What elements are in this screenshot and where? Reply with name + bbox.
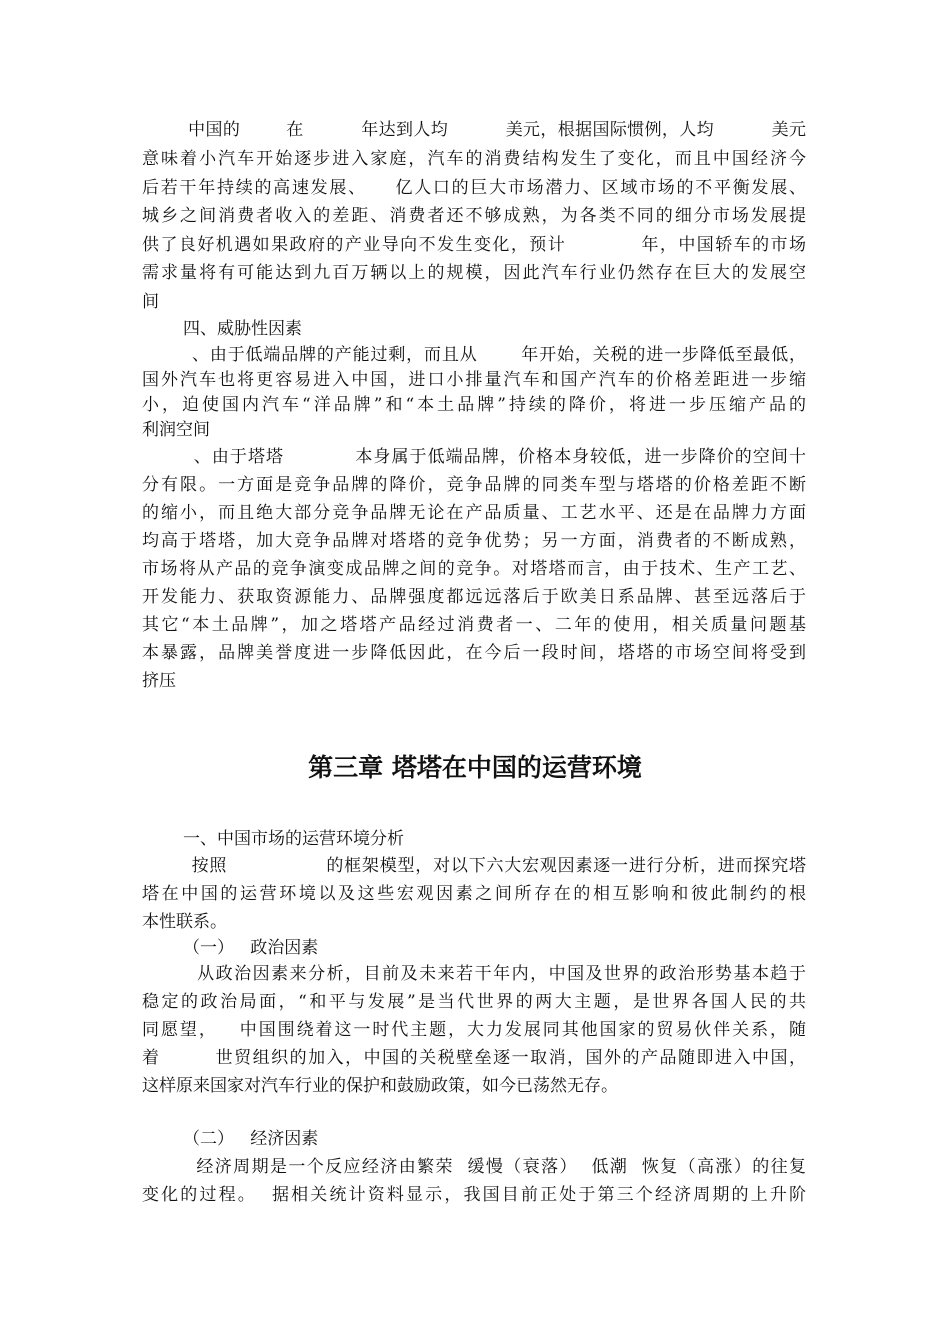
paragraph-1-line-1: 中国的 在 年达到人均 美元，根据国际惯例，人均 美元 xyxy=(142,120,806,140)
paragraph-2-line-3: 小，迫使国内汽车“洋品牌”和“本土品牌”持续的降价，将进一步压缩产品的 xyxy=(142,395,806,415)
paragraph-1-line-5: 供了良好机遇如果政府的产业导向不发生变化，预计 年，中国轿车的市场 xyxy=(142,235,806,255)
heading-political-factors: （一） 政治因素 xyxy=(183,938,319,958)
paragraph-1-line-3: 后若干年持续的高速发展、 亿人口的巨大市场潜力、区域市场的不平衡发展、 xyxy=(142,178,806,198)
paragraph-2-line-2: 国外汽车也将更容易进入中国，进口小排量汽车和国产汽车的价格差距进一步缩 xyxy=(142,370,806,390)
paragraph-3-line-5: 市场将从产品的竞争演变成品牌之间的竞争。对塔塔而言，由于技术、生产工艺、 xyxy=(142,559,806,579)
paragraph-4-line-3: 本性联系。 xyxy=(142,912,227,932)
paragraph-3-line-4: 均高于塔塔，加大竞争品牌对塔塔的竞争优势；另一方面，消费者的不断成熟， xyxy=(142,531,806,551)
paragraph-1-line-7: 间 xyxy=(142,292,159,312)
paragraph-5-line-1: 从政治因素来分析，目前及未来若干年内，中国及世界的政治形势基本趋于 xyxy=(142,964,806,984)
paragraph-5-line-2: 稳定的政治局面，“和平与发展”是当代世界的两大主题，是世界各国人民的共 xyxy=(142,992,806,1012)
paragraph-4-line-2: 塔在中国的运营环境以及这些宏观因素之间所存在的相互影响和彼此制约的根 xyxy=(142,884,806,904)
heading-section-1: 一、中国市场的运营环境分析 xyxy=(183,829,404,849)
paragraph-3-line-1: 、由于塔塔 本身属于低端品牌，价格本身较低，进一步降价的空间十 xyxy=(142,447,806,467)
paragraph-3-line-7: 其它“本土品牌”，加之塔塔产品经过消费者一、二年的使用，相关质量问题基 xyxy=(142,615,806,635)
paragraph-5-line-5: 这样原来国家对汽车行业的保护和鼓励政策，如今已荡然无存。 xyxy=(142,1076,618,1096)
paragraph-5-line-4: 着 世贸组织的加入，中国的关税壁垒逐一取消，国外的产品随即进入中国， xyxy=(142,1048,806,1068)
paragraph-3-line-3: 的缩小，而且绝大部分竞争品牌无论在产品质量、工艺水平、还是在品牌力方面 xyxy=(142,503,806,523)
paragraph-2-line-1: 、由于低端品牌的产能过剩，而且从 年开始，关税的进一步降低至最低， xyxy=(142,345,806,365)
paragraph-1-line-4: 城乡之间消费者收入的差距、消费者还不够成熟，为各类不同的细分市场发展提 xyxy=(142,206,806,226)
paragraph-3-line-8: 本暴露，品牌美誉度进一步降低因此，在今后一段时间，塔塔的市场空间将受到 xyxy=(142,643,806,663)
chapter-title: 第三章 塔塔在中国的运营环境 xyxy=(308,753,642,782)
paragraph-1-line-6: 需求量将有可能达到九百万辆以上的规模，因此汽车行业仍然存在巨大的发展空 xyxy=(142,263,806,283)
paragraph-2-line-4: 利润空间 xyxy=(142,420,210,440)
paragraph-4-line-1: 按照 的框架模型，对以下六大宏观因素逐一进行分析，进而探究塔 xyxy=(142,856,806,876)
heading-threat-factors: 四、威胁性因素 xyxy=(183,319,302,339)
paragraph-3-line-6: 开发能力、获取资源能力、品牌强度都远远落后于欧美日系品牌、甚至远落后于 xyxy=(142,587,806,607)
paragraph-3-line-9: 挤压 xyxy=(142,671,176,691)
paragraph-5-line-3: 同愿望， 中国围绕着这一时代主题，大力发展同其他国家的贸易伙伴关系，随 xyxy=(142,1020,806,1040)
paragraph-1-line-2: 意味着小汽车开始逐步进入家庭，汽车的消费结构发生了变化，而且中国经济今 xyxy=(142,149,806,169)
paragraph-6-line-2: 变化的过程。 据相关统计资料显示，我国目前正处于第三个经济周期的上升阶 xyxy=(142,1185,806,1205)
heading-economic-factors: （二） 经济因素 xyxy=(183,1129,319,1149)
paragraph-6-line-1: 经济周期是一个反应经济由繁荣 缓慢（衰落） 低潮 恢复（高涨）的往复 xyxy=(142,1157,806,1177)
paragraph-3-line-2: 分有限。一方面是竞争品牌的降价，竞争品牌的同类车型与塔塔的价格差距不断 xyxy=(142,475,806,495)
